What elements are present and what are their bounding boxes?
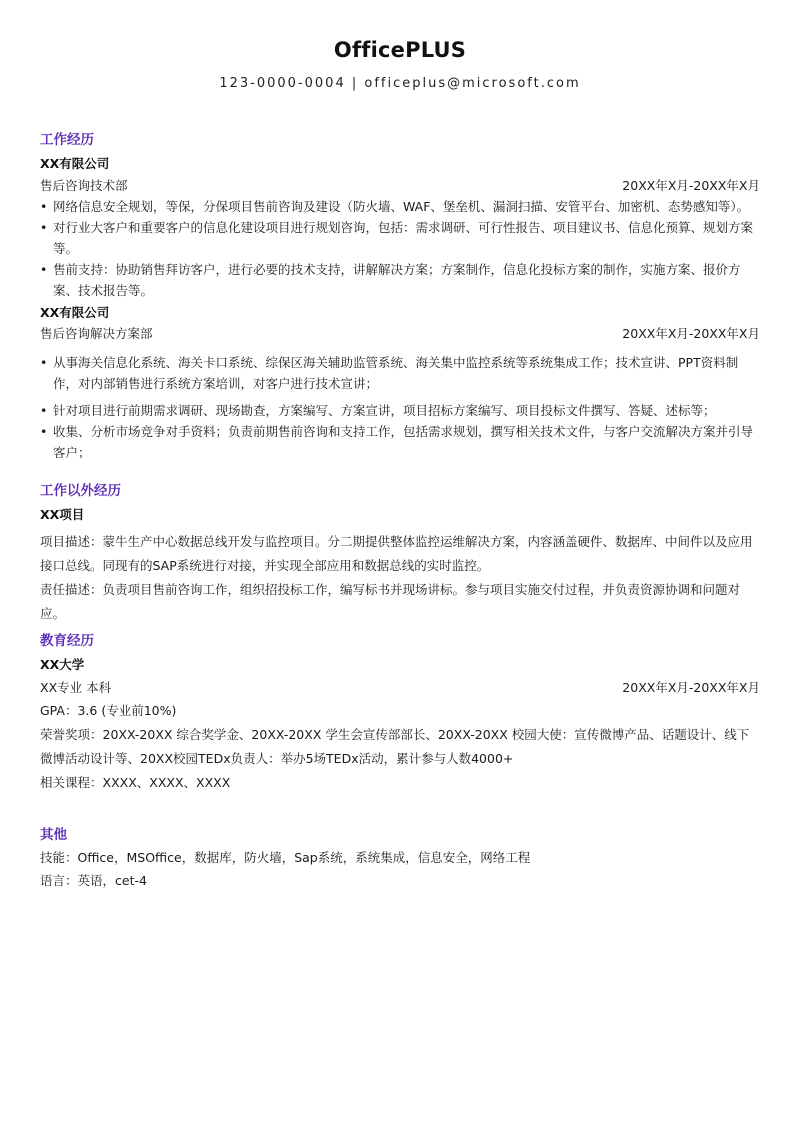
project-name: XX项目 <box>40 507 85 522</box>
skills: 技能：Office，MSOffice，数据库，防火墙，Sap系统，系统集成，信息安全，网络工程 <box>40 850 531 865</box>
date-range: 20XX年X月-20XX年X月 <box>622 326 760 341</box>
department: 售后咨询解决方案部 <box>40 326 153 341</box>
education-meta-row <box>40 677 760 698</box>
company-name: XX有限公司 <box>40 305 110 320</box>
job-meta-row <box>40 175 760 196</box>
honors: 荣誉奖项：20XX-20XX 综合奖学金、20XX-20XX 学生会宣传部部长、20XX-20XX 校园大使：宣传微博产品、话题设计、线下微博活动设计等、20XX校园TEDx负责人：举办5场TEDx活动，累计参与人数4000+ <box>40 727 750 766</box>
job-bullets <box>40 352 760 463</box>
list-item: • 从事海关信息化系统、海关卡口系统、综保区海关辅助监管系统、海关集中监控系统等系统集成工作；技术宣讲、PPT资料制作，对内部销售进行系统方案培训，对客户进行技术宣讲； <box>40 352 760 394</box>
list-item: • 对行业大客户和重要客户的信息化建设项目进行规划咨询，包括：需求调研、可行性报告、项目建议书、信息化预算、规划方案等。 <box>40 217 760 259</box>
list-item: • 售前支持：协助销售拜访客户，进行必要的技术支持，讲解解决方案；方案制作，信息化投标方案的制作，实施方案、报价方案、技术报告等。 <box>40 259 760 301</box>
section-title-project: 工作以外经历 <box>40 483 121 499</box>
resume-name: OfficePLUS <box>333 38 467 62</box>
list-item: • 收集、分析市场竞争对手资料；负责前期售前咨询和支持工作，包括需求规划，撰写相关技术文件，与客户交流解决方案并引导客户； <box>40 421 760 463</box>
section-title-education: 教育经历 <box>40 633 94 649</box>
school-name: XX大学 <box>40 657 85 672</box>
project-description: 项目描述：蒙牛生产中心数据总线开发与监控项目。分二期提供整体监控运维解决方案，内容涵盖硬件、数据库、中间件以及应用接口总线。同现有的SAP系统进行对接，并实现全部应用和数据总线的实时监控。 <box>40 534 753 573</box>
gpa: GPA：3.6 (专业前10%) <box>40 703 177 718</box>
department: 售后咨询技术部 <box>40 178 128 193</box>
date-range: 20XX年X月-20XX年X月 <box>622 680 760 695</box>
section-title-other: 其他 <box>40 827 67 843</box>
courses: 相关课程：XXXX、XXXX、XXXX <box>40 775 231 790</box>
languages: 语言：英语，cet-4 <box>40 873 147 888</box>
date-range: 20XX年X月-20XX年X月 <box>622 178 760 193</box>
list-item: • 针对项目进行前期需求调研、现场勘查，方案编写、方案宣讲，项目招标方案编写、项目投标文件撰写、答疑、述标等； <box>40 400 760 421</box>
list-item: • 网络信息安全规划，等保，分保项目售前咨询及建设（防火墙、WAF、堡垒机、漏洞扫描、安管平台、加密机、态势感知等）。 <box>40 196 760 217</box>
contact-info: 123-0000-0004 | officeplus@microsoft.com <box>219 76 581 91</box>
job-meta-row <box>40 323 760 344</box>
section-title-work: 工作经历 <box>40 132 94 148</box>
company-name: XX有限公司 <box>40 156 110 171</box>
major: XX专业 本科 <box>40 680 112 695</box>
job-bullets <box>40 196 760 301</box>
project-responsibility: 责任描述：负责项目售前咨询工作，组织招投标工作，编写标书并现场讲标。参与项目实施交付过程，并负责资源协调和问题对应。 <box>40 582 741 621</box>
